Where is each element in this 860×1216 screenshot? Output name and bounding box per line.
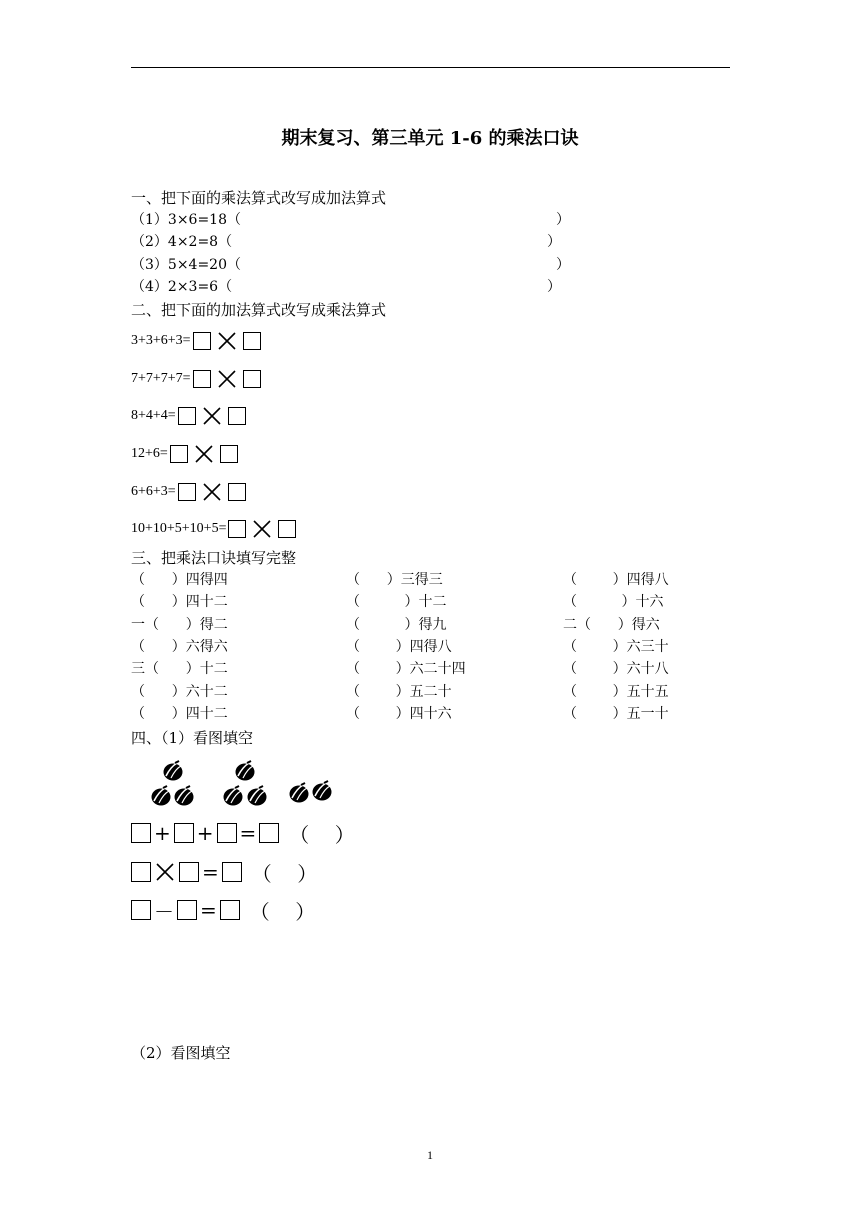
answer-box[interactable] bbox=[228, 520, 246, 538]
multiply-icon bbox=[193, 443, 215, 465]
page-title: 期末复习、第三单元 1-6 的乘法口诀 bbox=[281, 128, 579, 149]
equation-row bbox=[131, 366, 261, 392]
verse-cell: （ ）六十二 bbox=[131, 684, 228, 700]
verse-cell: （ ）六得六 bbox=[131, 639, 228, 655]
answer-box[interactable] bbox=[278, 520, 296, 538]
equation-row bbox=[131, 441, 238, 467]
answer-box[interactable] bbox=[178, 407, 196, 425]
answer-box[interactable] bbox=[222, 862, 242, 882]
verse-cell: （ ）四十六 bbox=[346, 706, 452, 722]
answer-box[interactable] bbox=[177, 900, 197, 920]
verse-cell: 二（ ）得六 bbox=[563, 617, 660, 633]
section1-item-1-close: ） bbox=[556, 212, 570, 228]
verse-cell: 一（ ）得二 bbox=[131, 617, 228, 633]
section1-item-4: （4）2×3=6（ bbox=[131, 279, 233, 295]
unit-paren[interactable]: （ ） bbox=[249, 899, 316, 924]
equals-sign: = bbox=[200, 898, 217, 922]
section1-item-3-close: ） bbox=[556, 257, 570, 273]
section1-item-1: （1）3×6=18（ bbox=[131, 212, 241, 228]
verse-cell: （ ）五十五 bbox=[563, 684, 669, 700]
fruit-icon bbox=[311, 780, 333, 802]
verse-cell: （ ）四十二 bbox=[131, 594, 228, 610]
equation-row bbox=[131, 516, 296, 542]
equation-row bbox=[131, 328, 261, 354]
section3-heading: 三、把乘法口诀填写完整 bbox=[131, 549, 297, 567]
equation-sum: 6+6+3= bbox=[131, 484, 176, 499]
header-rule bbox=[131, 67, 730, 68]
equation-sum: 7+7+7+7= bbox=[131, 371, 191, 386]
verse-cell: （ ）六三十 bbox=[563, 639, 669, 655]
unit-paren[interactable]: （ ） bbox=[289, 822, 355, 847]
fruit-icon bbox=[234, 760, 256, 782]
answer-box[interactable] bbox=[174, 823, 194, 843]
fruit-icon bbox=[150, 785, 172, 807]
answer-box[interactable] bbox=[243, 332, 261, 350]
section4-part2-heading: （2）看图填空 bbox=[131, 1044, 231, 1062]
answer-box[interactable] bbox=[131, 900, 151, 920]
equation-sum: 10+10+5+10+5= bbox=[131, 521, 227, 536]
verse-cell: （ ）四得四 bbox=[131, 572, 228, 588]
multiplication-equation bbox=[131, 857, 317, 887]
answer-box[interactable] bbox=[259, 823, 279, 843]
answer-box[interactable] bbox=[243, 370, 261, 388]
section1-item-2: （2）4×2=8（ bbox=[131, 234, 233, 250]
fruit-icon bbox=[246, 785, 268, 807]
answer-box[interactable] bbox=[220, 445, 238, 463]
answer-box[interactable] bbox=[220, 900, 240, 920]
subtraction-equation bbox=[131, 895, 315, 925]
section1-item-3: （3）5×4=20（ bbox=[131, 257, 241, 273]
verse-cell: （ ）十二 bbox=[346, 594, 447, 610]
verse-cell: （ ）六十八 bbox=[563, 661, 669, 677]
equation-sum: 8+4+4= bbox=[131, 408, 176, 423]
answer-box[interactable] bbox=[131, 823, 151, 843]
verse-cell: 三（ ）十二 bbox=[131, 661, 228, 677]
multiply-icon bbox=[216, 330, 238, 352]
equation-row bbox=[131, 479, 246, 505]
equation-sum: 12+6= bbox=[131, 446, 168, 461]
verse-cell: （ ）五二十 bbox=[346, 684, 452, 700]
fruit-icon bbox=[173, 785, 195, 807]
equals-sign: = bbox=[239, 821, 257, 845]
section4-heading: 四、（1）看图填空 bbox=[131, 729, 254, 747]
verse-cell: （ ）六二十四 bbox=[346, 661, 466, 677]
multiply-icon bbox=[201, 481, 223, 503]
answer-box[interactable] bbox=[179, 862, 199, 882]
multiply-icon bbox=[251, 518, 273, 540]
verse-cell: （ ）四得八 bbox=[563, 572, 669, 588]
verse-cell: （ ）四得八 bbox=[346, 639, 452, 655]
answer-box[interactable] bbox=[170, 445, 188, 463]
plus-sign: + bbox=[196, 821, 214, 845]
section1-heading: 一、把下面的乘法算式改写成加法算式 bbox=[131, 189, 387, 207]
equation-row bbox=[131, 403, 246, 429]
plus-sign: + bbox=[154, 821, 171, 845]
verse-cell: （ ）三得三 bbox=[346, 572, 443, 588]
section2-heading: 二、把下面的加法算式改写成乘法算式 bbox=[131, 301, 387, 319]
verse-cell: （ ）五一十 bbox=[563, 706, 669, 722]
answer-box[interactable] bbox=[193, 332, 211, 350]
section1-item-2-close: ） bbox=[547, 234, 561, 250]
verse-cell: （ ）十六 bbox=[563, 594, 664, 610]
verse-cell: （ ）得九 bbox=[346, 617, 447, 633]
minus-sign: － bbox=[154, 899, 174, 924]
unit-paren[interactable]: （ ） bbox=[251, 861, 318, 886]
fruit-icon bbox=[222, 785, 244, 807]
fruit-icon bbox=[288, 782, 310, 804]
fruit-icon bbox=[162, 760, 184, 782]
answer-box[interactable] bbox=[131, 862, 151, 882]
addition-equation bbox=[131, 818, 355, 848]
multiply-icon bbox=[154, 861, 176, 883]
multiply-icon bbox=[216, 368, 238, 390]
section1-item-4-close: ） bbox=[547, 279, 561, 295]
answer-box[interactable] bbox=[228, 483, 246, 501]
equals-sign: = bbox=[202, 860, 219, 884]
multiply-icon bbox=[201, 405, 223, 427]
page-number: 1 bbox=[427, 1148, 433, 1162]
answer-box[interactable] bbox=[193, 370, 211, 388]
answer-box[interactable] bbox=[178, 483, 196, 501]
verse-cell: （ ）四十二 bbox=[131, 706, 228, 722]
answer-box[interactable] bbox=[217, 823, 237, 843]
equation-sum: 3+3+6+3= bbox=[131, 333, 191, 348]
answer-box[interactable] bbox=[228, 407, 246, 425]
